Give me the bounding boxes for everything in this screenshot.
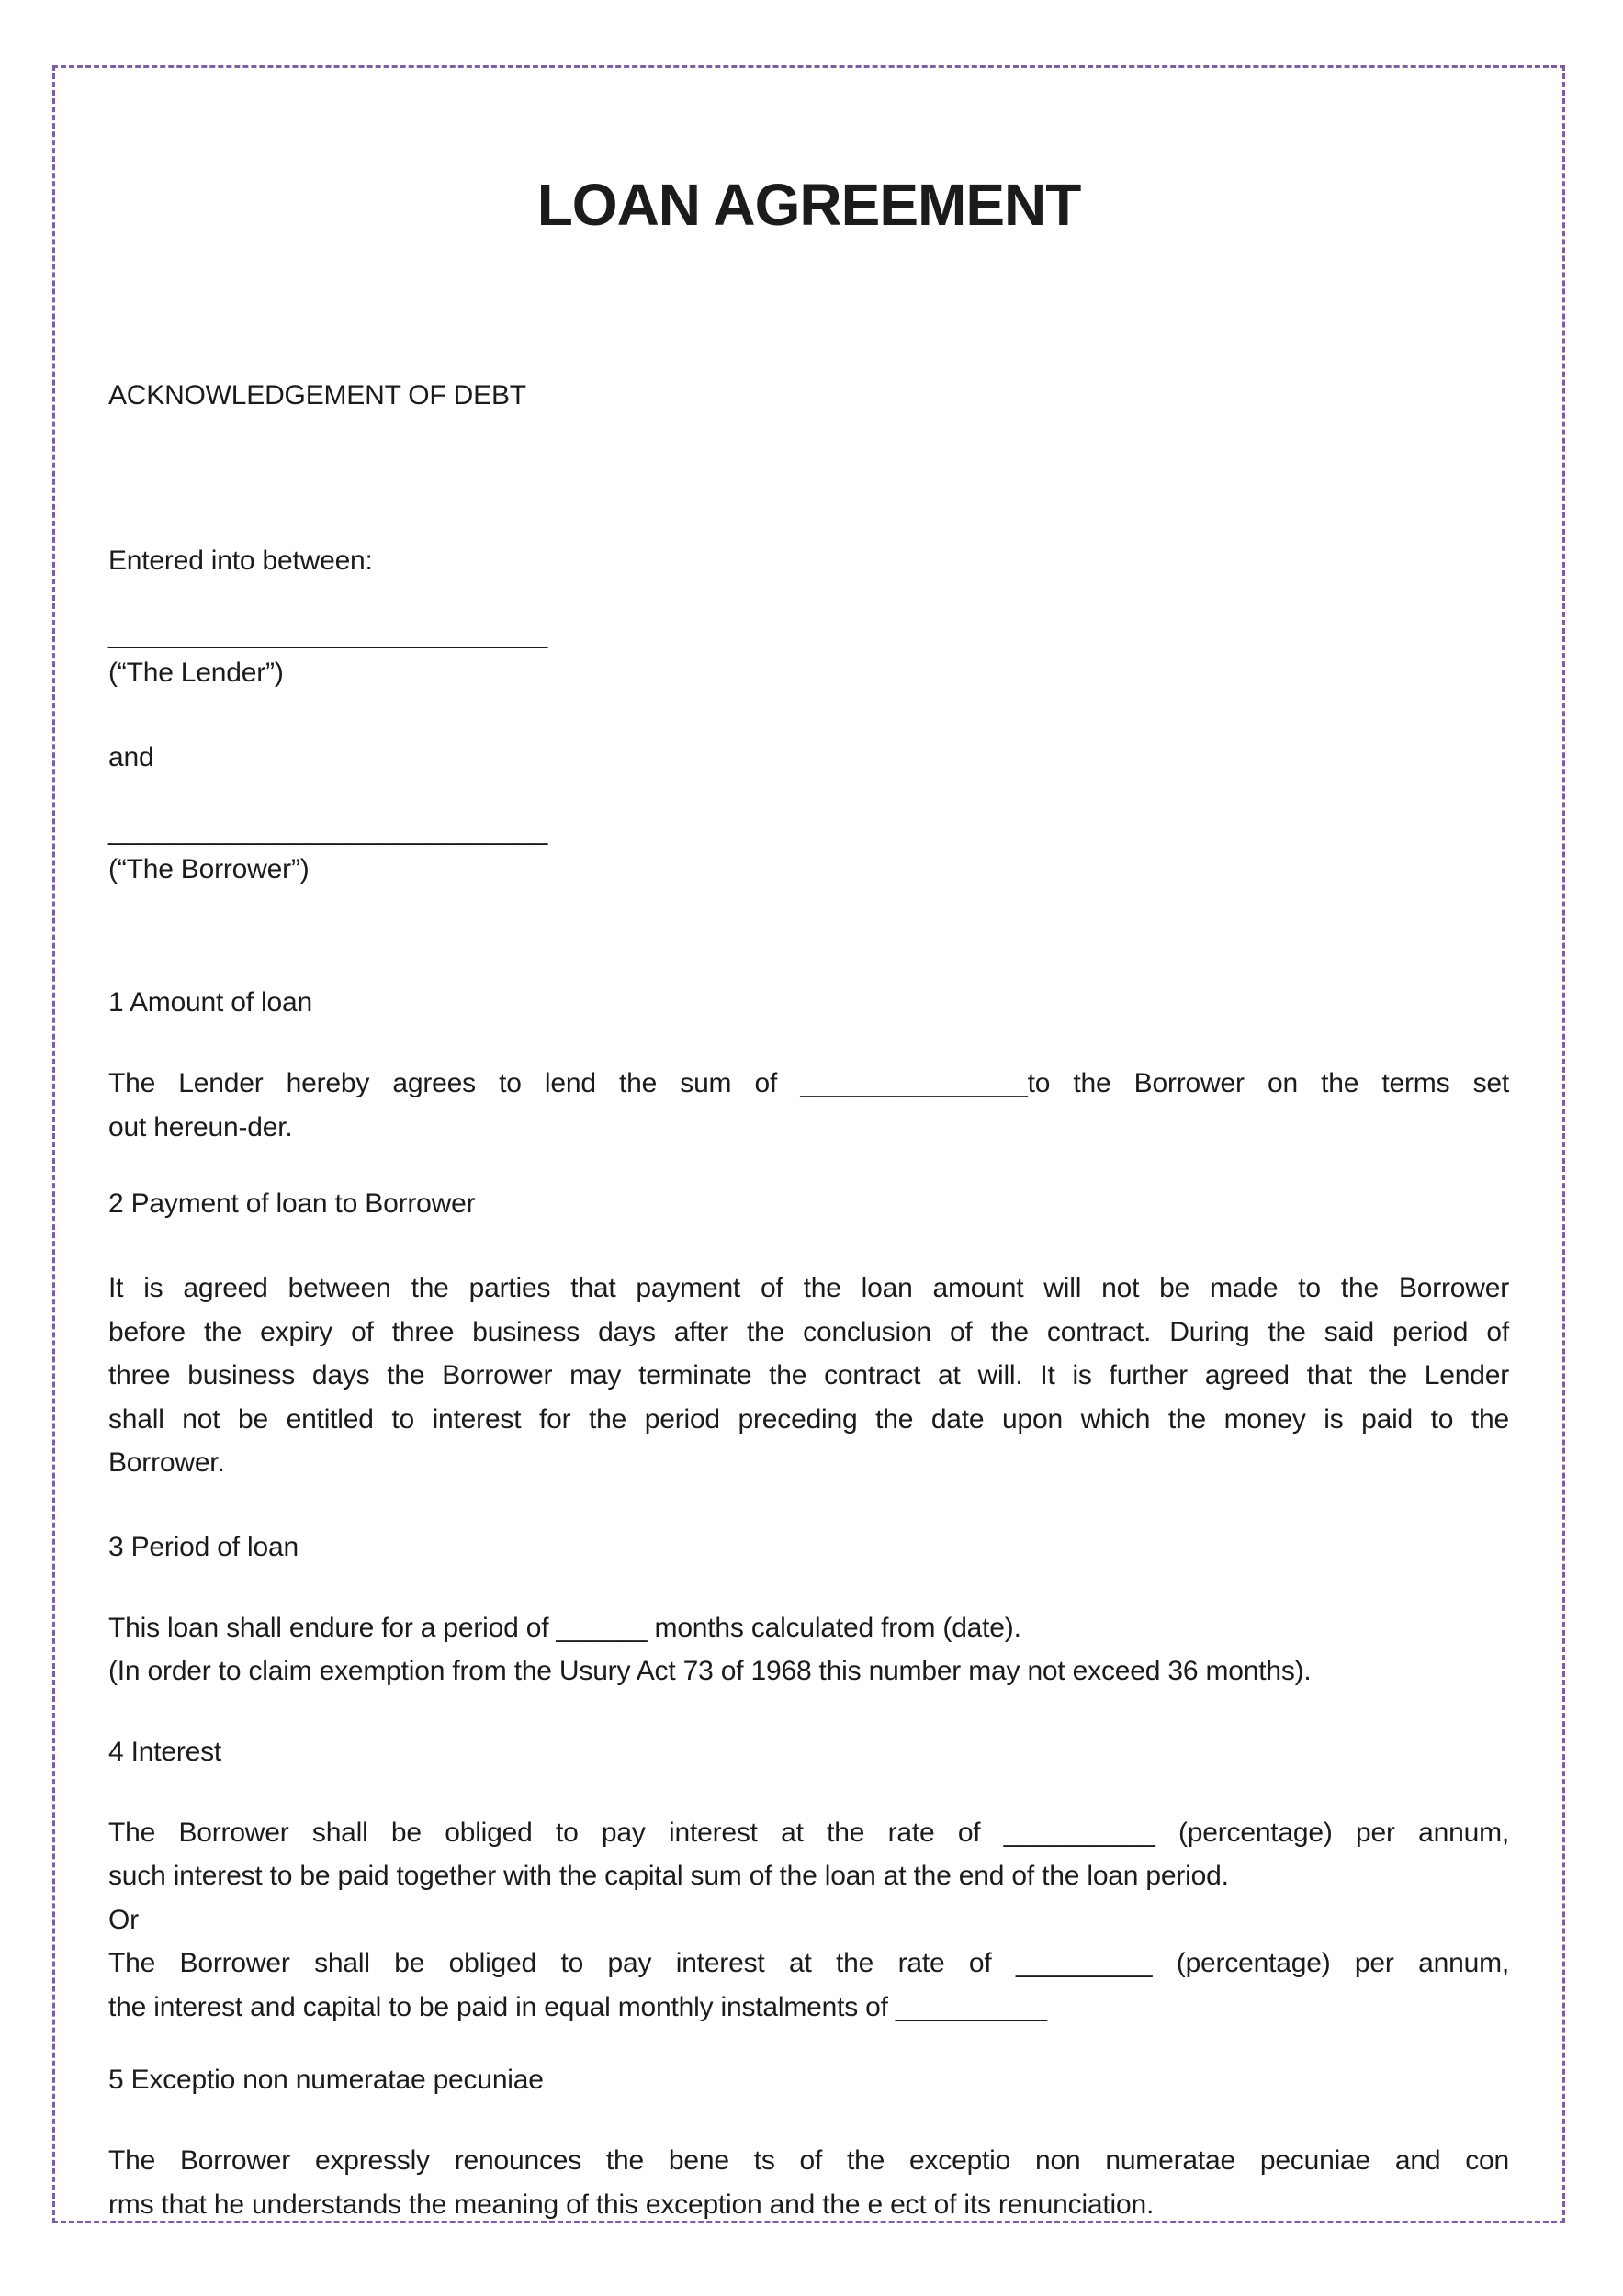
paragraph-line: Or: [108, 1904, 139, 1935]
section-2-paragraph: [108, 1266, 1509, 1485]
paragraph-line: before the expiry of three business days after the conclusion of the contract. During the said period of: [108, 1316, 1509, 1347]
section-4-paragraph: [108, 1811, 1509, 2030]
section-3-paragraph: [108, 1606, 1509, 1694]
paragraph-line: the interest and capital to be paid in equal monthly instalments of __________: [108, 1991, 1047, 2022]
paragraph-line: shall not be entitled to interest for the period preceding the date upon which the money is paid to the: [108, 1403, 1509, 1435]
paragraph-line: The Borrower expressly renounces the bene ts of the exceptio non numeratae pecuniae and con: [108, 2145, 1509, 2176]
section-1-heading: 1 Amount of loan: [108, 987, 312, 1018]
paragraph-line: The Lender hereby agrees to lend the sum of _______________to the Borrower on the terms set: [108, 1068, 1509, 1098]
section-5-paragraph: [108, 2139, 1509, 2226]
lender-fill-in-blank: _____________________________: [108, 619, 548, 649]
paragraph-line: The Borrower shall be obliged to pay interest at the rate of __________ (percentage) per annum,: [108, 1817, 1509, 1848]
paragraph-line: The Borrower shall be obliged to pay interest at the rate of _________ (percentage) per annum,: [108, 1948, 1509, 1978]
document-subtitle: ACKNOWLEDGEMENT OF DEBT: [108, 380, 526, 411]
paragraph-line: such interest to be paid together with the capital sum of the loan at the end of the loan period.: [108, 1861, 1229, 1891]
section-5-heading: 5 Exceptio non numeratae pecuniae: [108, 2065, 544, 2095]
paragraph-line: This loan shall endure for a period of ______ months calculated from (date).: [108, 1612, 1021, 1643]
section-3-heading: 3 Period of loan: [108, 1531, 299, 1562]
paragraph-line: It is agreed between the parties that payment of the loan amount will not be made to the Borrower: [108, 1273, 1509, 1303]
lender-label: (“The Lender”): [108, 658, 284, 688]
page-dashed-border: [52, 65, 1565, 2223]
paragraph-line: three business days the Borrower may terminate the contract at will. It is further agreed that the Lender: [108, 1360, 1509, 1390]
document-title: LOAN AGREEMENT: [536, 172, 1081, 238]
paragraph-line: (In order to claim exemption from the Usury Act 73 of 1968 this number may not exceed 36 months).: [108, 1656, 1312, 1686]
parties-intro: Entered into between:: [108, 546, 373, 576]
paragraph-line: out hereun-der.: [108, 1111, 293, 1142]
section-4-heading: 4 Interest: [108, 1736, 222, 1767]
borrower-label: (“The Borrower”): [108, 854, 310, 884]
borrower-fill-in-blank: _____________________________: [108, 816, 548, 846]
paragraph-line: Borrower.: [108, 1447, 225, 1478]
section-1-paragraph: [108, 1062, 1509, 1149]
and-conjunction: and: [108, 742, 154, 772]
paragraph-line: rms that he understands the meaning of this exception and the e ect of its renunciation.: [108, 2189, 1155, 2220]
section-2-heading: 2 Payment of loan to Borrower: [108, 1188, 476, 1219]
